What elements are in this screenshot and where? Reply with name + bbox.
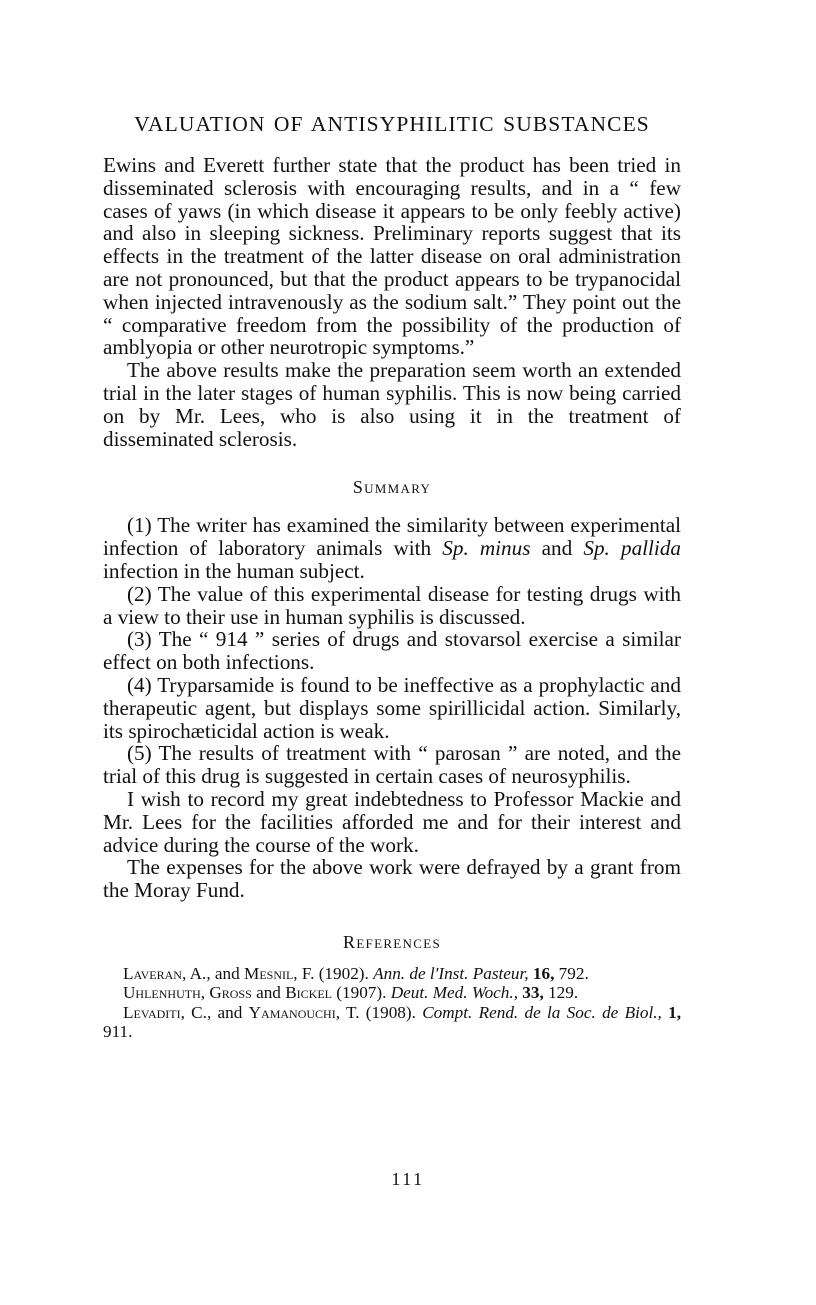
summary-item [103, 514, 681, 582]
summary-item-text: and [530, 536, 584, 561]
reference-author: Mesnil, F. [244, 963, 315, 983]
summary-item-text: infection in the human subject. [103, 558, 365, 583]
reference-journal: Ann. de l'Inst. Pasteur, [373, 963, 529, 983]
reference-pages: 911. [103, 1022, 133, 1042]
reference-author: Yamanouchi, T. [248, 1002, 360, 1022]
running-title: VALUATION OF ANTISYPHILITIC SUBSTANCES [134, 112, 650, 136]
reference-year: (1907). [331, 983, 391, 1003]
reference-journal: Compt. Rend. de la Soc. de Biol., [422, 1002, 662, 1022]
page-number: 111 [391, 1169, 425, 1189]
reference-year: (1908). [359, 1002, 423, 1022]
summary-item: (3) The “ 914 ” series of drugs and stovarsol exercise a similar effect on both infections. [103, 627, 681, 675]
reference-year: (1902). [314, 963, 374, 983]
summary-item: (5) The results of treatment with “ parosan ” are noted, and the trial of this drug is suggested in certain cases of neurosyphilis. [103, 741, 681, 789]
reference-volume: 16, [528, 963, 555, 983]
reference-volume: 33, [518, 983, 544, 1003]
summary-item-text: (1) The writer has examined the similarity between experimental infection of laboratory animals with [103, 513, 681, 561]
reference-joiner: , and [206, 1002, 249, 1022]
summary-item: (2) The value of this experimental disease for testing drugs with a view to their use in human syphilis is discussed. [103, 581, 681, 629]
reference-entry [103, 983, 681, 1003]
body-paragraph: The above results make the preparation seem worth an extended trial in the later stages of human syphilis. This is now being carried on by Mr. Lees, who is also using it in the treatment of disseminated sclerosis. [103, 358, 681, 451]
page [103, 112, 681, 1042]
summary-list [103, 514, 681, 902]
reference-joiner: and [251, 983, 286, 1003]
reference-entry [103, 964, 681, 984]
references-heading: References [343, 931, 441, 952]
reference-author: Levaditi, C. [123, 1002, 207, 1022]
reference-volume: 1, [661, 1002, 681, 1022]
reference-author: Uhlenhuth, Gross [123, 983, 252, 1003]
reference-pages: 129. [543, 983, 579, 1003]
reference-joiner: , and [206, 963, 245, 983]
species-name: Sp. minus [442, 536, 531, 561]
summary-item: (4) Tryparsamide is found to be ineffective as a prophylactic and therapeutic agent, but displays some spirillicidal action. Similarly, its spirochæticidal action is weak. [103, 672, 681, 743]
summary-heading: Summary [352, 477, 432, 498]
body-paragraph: Ewins and Everett further state that the product has been tried in disseminated sclerosis with encouraging results, and in a “ few cases of yaws (in which disease it appears to be only feebly active) and also in sleeping sickness. Preliminary reports suggest that its effects in the treatment of the latter disease on oral administration are not pronounced, but that the product appears to be trypanocidal when injected intravenously as the sodium salt.” They point out the “ comparative freedom from the possibility of the production of amblyopia or other neurotropic symptoms.” [103, 153, 681, 360]
species-name: Sp. pallida [583, 536, 682, 561]
references-list [103, 964, 681, 1042]
reference-journal: Deut. Med. Woch., [390, 983, 518, 1003]
reference-entry [103, 1003, 681, 1042]
reference-pages: 792. [554, 963, 589, 983]
acknowledgement-paragraph: The expenses for the above work were defrayed by a grant from the Moray Fund. [103, 855, 681, 903]
acknowledgement-paragraph: I wish to record my great indebtedness to Professor Mackie and Mr. Lees for the facilities afforded me and for their interest and advice during the course of the work. [103, 786, 681, 857]
body-text [103, 154, 681, 450]
reference-author: Bickel [285, 983, 332, 1003]
reference-author: Laveran, A. [123, 963, 207, 983]
